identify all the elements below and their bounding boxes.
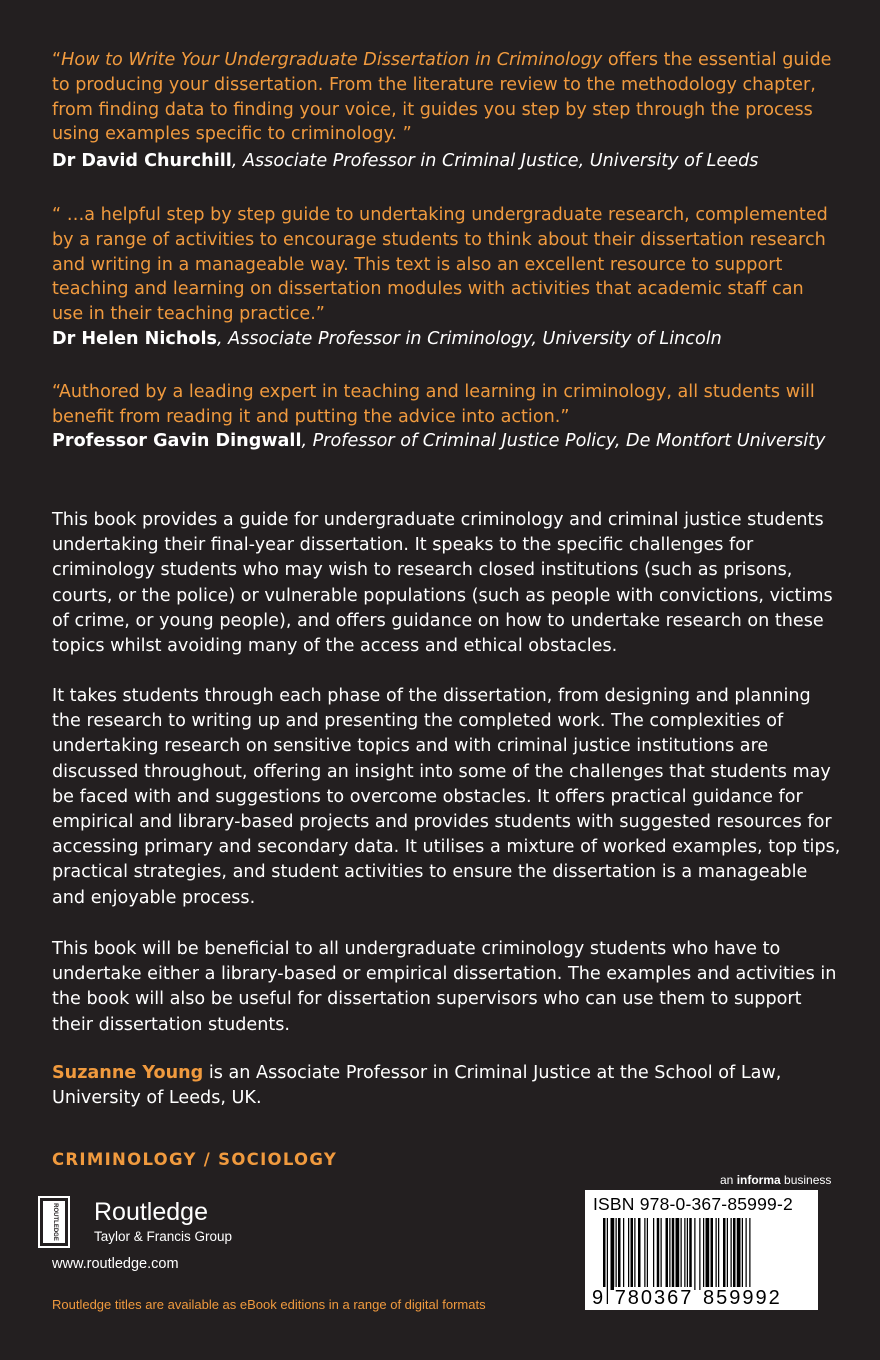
endorser-role: , Associate Professor in Criminology, University of Lincoln xyxy=(216,329,722,349)
author-name: Suzanne Young xyxy=(52,1063,204,1083)
barcode-bar xyxy=(661,1218,662,1290)
barcode-bar xyxy=(727,1218,728,1290)
book-title-italic: How to Write Your Undergraduate Dissertation in Criminology xyxy=(61,50,603,70)
barcode-bar xyxy=(733,1218,736,1290)
endorsement-attribution-1 xyxy=(52,149,832,174)
barcode-bar xyxy=(737,1218,741,1290)
barcode-bar xyxy=(694,1218,695,1290)
barcode-bar xyxy=(684,1218,685,1290)
ebook-note: Routledge titles are available as eBook editions in a range of digital formats xyxy=(52,1297,486,1312)
barcode-bar xyxy=(742,1218,743,1290)
endorser-name: Professor Gavin Dingwall xyxy=(52,431,302,451)
author-bio-text: is an Associate Professor in Criminal Justice at the School of Law, University of Leeds, UK. xyxy=(52,1063,782,1109)
endorser-role: , Associate Professor in Criminal Justice, University of Leeds xyxy=(231,151,759,171)
barcode-digits: 9 780367 859992 xyxy=(592,1287,782,1309)
quote-text: offers the essential guide to producing your dissertation. From the literature review to the methodology chapter, from finding data to finding your voice, it guides you step by step through the process using examples specific to criminology. ” xyxy=(52,50,832,145)
quote-open-mark: “ xyxy=(52,50,62,70)
barcode-bar xyxy=(689,1218,692,1290)
barcode-bar xyxy=(657,1218,660,1290)
isbn-barcode xyxy=(585,1190,818,1310)
barcode-bar xyxy=(699,1218,700,1290)
endorsement-attribution-2 xyxy=(52,327,832,352)
endorser-name: Dr Helen Nichols xyxy=(52,329,217,349)
barcode-bar xyxy=(706,1218,710,1290)
endorsement-attribution-3 xyxy=(52,429,832,454)
svg-text:ROUTLEDGE: ROUTLEDGE xyxy=(52,1203,58,1241)
barcode-bar xyxy=(631,1218,634,1290)
barcode-bar xyxy=(628,1218,629,1290)
endorsement-quote-3: “Authored by a leading expert in teaching and learning in criminology, all students will benefit from reading it and putting the advice into action.” xyxy=(52,382,815,427)
barcode-bar xyxy=(616,1218,617,1290)
barcode-bar xyxy=(676,1218,680,1290)
subject-category: CRIMINOLOGY / SOCIOLOGY xyxy=(52,1150,338,1169)
endorsement-quote-1 xyxy=(52,48,832,147)
description-paragraph-2: It takes students through each phase of the dissertation, from designing and planning the research to writing up and presenting the completed work. The complexities of undertaking research on sensitive topics and with criminal justice institutions are discussed throughout, offering an insight into some of the challenges that students may be faced with and suggestions to overcome obstacles. It offers practical guidance for empirical and library-based projects and provides students with suggested resources for accessing primary and secondary data. It utilises a mixture of worked examples, top tips, practical strategies, and student activities to ensure the dissertation is a manageable and enjoyable process. xyxy=(52,686,841,908)
barcode-bar xyxy=(666,1218,669,1290)
barcode-bar xyxy=(718,1218,719,1290)
barcode-bar xyxy=(618,1218,621,1290)
barcode-bar xyxy=(611,1218,615,1290)
barcode-bar xyxy=(711,1218,714,1290)
barcode-bar xyxy=(653,1218,654,1290)
description-paragraph-1: This book provides a guide for undergraduate criminology and criminal justice students undertaking their final-year dissertation. It speaks to the specific challenges for criminology students who may wish to research closed institutions (such as prisons, courts, or the police) or vulnerable populations (such as people with convictions, victims of crime, or young people), and offers guidance on how to undertake research on these topics whilst avoiding many of the access and ethical obstacles. xyxy=(52,510,833,657)
barcode-bar xyxy=(746,1218,747,1290)
barcode-bar xyxy=(638,1218,641,1290)
barcode-bar xyxy=(723,1218,726,1290)
barcode-bar xyxy=(623,1218,624,1290)
description-paragraph-3: This book will be beneficial to all undergraduate criminology students who have to undertake either a library-based or empirical dissertation. The examples and activities in the book will also be useful for dissertation supervisors who can use them to support their dissertation students. xyxy=(52,939,837,1035)
informa-brand: informa xyxy=(736,1173,781,1187)
barcode-bar xyxy=(703,1218,704,1290)
barcode-bar xyxy=(644,1218,645,1290)
barcode-bar xyxy=(647,1218,648,1290)
barcode-bar xyxy=(634,1218,635,1290)
publisher-name: Routledge xyxy=(94,1198,208,1226)
endorser-name: Dr David Churchill xyxy=(52,151,232,171)
barcode-bar xyxy=(669,1218,670,1290)
routledge-logo-icon xyxy=(38,1196,84,1248)
author-bio xyxy=(52,1061,842,1111)
isbn-label: ISBN 978-0-367-85999-2 xyxy=(593,1194,793,1214)
endorsement-quote-2: “ …a helpful step by step guide to undertaking undergraduate research, complemented by a range of activities to encourage students to think about their dissertation research and writing in a manageable way. This text is also an excellent resource to support teaching and learning on dissertation modules with activities that academic staff can use in their teaching practice.” xyxy=(52,205,828,325)
informa-tagline: an informa business xyxy=(720,1173,832,1187)
barcode-bar xyxy=(672,1218,675,1290)
barcode-bar xyxy=(731,1218,732,1290)
endorser-role: , Professor of Criminal Justice Policy, De Montfort University xyxy=(301,431,826,451)
publisher-website: www.routledge.com xyxy=(52,1256,179,1272)
publisher-group: Taylor & Francis Group xyxy=(94,1229,233,1244)
barcode-bar xyxy=(687,1218,688,1290)
barcode-bar xyxy=(716,1218,717,1290)
